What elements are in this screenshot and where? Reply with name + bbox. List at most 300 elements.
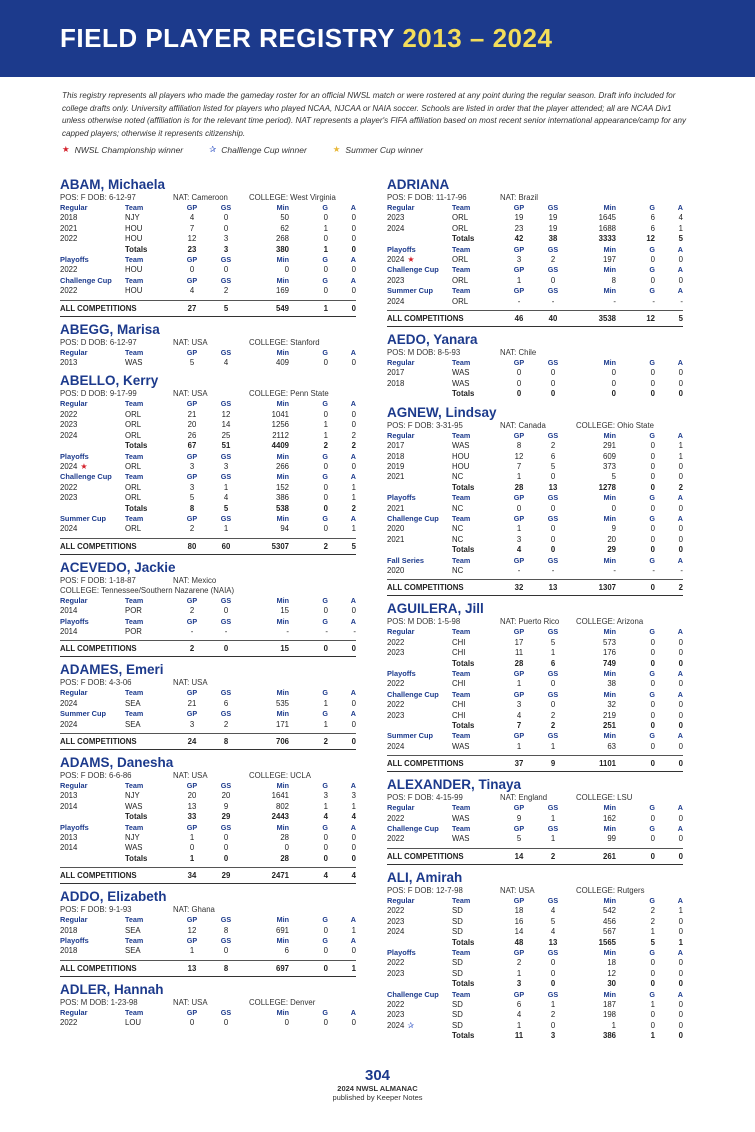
header-g: G [649,895,655,905]
blue-star-icon: ✰ [209,144,217,154]
header-min: Min [276,781,289,790]
header-g: G [322,936,328,946]
all-competitions-row [60,867,356,884]
stats-row [387,834,683,844]
cell-assists: 0 [351,1018,356,1028]
header-gs: GS [547,803,559,813]
competition-label: Regular [387,895,415,905]
cell-goals: 0 [650,534,655,544]
stats-header-row [387,690,683,700]
cell-min: 542 [602,906,616,916]
header-min: Min [603,824,616,834]
cell-assists: 0 [678,710,683,720]
stats-header-row [387,824,683,834]
header-g: G [322,1007,328,1017]
header-gp: GP [513,265,525,275]
cell-gs: 13 [548,937,558,947]
stats-header-row [387,431,683,441]
player-entry [387,177,683,327]
cell-gs: 3 [223,234,229,244]
cell-min: 5 [611,472,616,482]
season-year: 2024 [60,719,78,729]
header-min: Min [603,493,616,503]
stats-header-row [387,245,683,255]
stats-row [60,234,356,244]
cell-empty [387,234,452,244]
registry-column-left [60,177,356,1034]
all-competitions-row [387,579,683,596]
header-team: Team [125,347,144,357]
cell-min: 197 [602,255,616,265]
red-star-icon: ★ [62,144,70,154]
cell-goals: 1 [323,223,328,233]
cell-goals: 0 [650,545,655,555]
player-name: ABELLO, Kerry [60,373,159,389]
header-team: Team [452,989,471,999]
cell-empty [387,483,452,493]
cell-goals: 2 [323,541,328,551]
cell-min: 409 [275,358,289,368]
cell-gp: 80 [187,541,197,551]
header-gp: GP [513,555,525,565]
cell-team: CHI [452,637,466,647]
cell-gp: 21 [187,409,197,419]
competition-label: Regular [60,1007,88,1017]
cell-season [60,286,125,296]
header-team: Team [452,430,471,440]
competition-label: Regular [387,803,415,813]
cell-gp: 0 [516,503,522,513]
season-year: 2024 [387,223,405,233]
header-gp: GP [513,203,525,212]
stats-row [60,606,356,616]
header-g: G [649,513,655,523]
header-g: G [649,824,655,834]
stats-header-row [60,596,356,606]
season-year: 2024 [387,296,405,306]
header-min: Min [603,203,616,212]
cell-assists: 0 [678,545,683,555]
cell-assists: 0 [678,378,683,388]
header-gp: GP [186,347,198,357]
header-g: G [322,399,328,409]
cell-assists: 0 [678,648,683,658]
header-gp: GP [186,781,198,790]
cell-goals: 0 [323,358,328,368]
all-competitions-label: ALL COMPETITIONS [60,737,137,746]
cell-team: ORL [452,213,469,223]
cell-empty [387,545,452,555]
season-year: 2020 [387,565,405,575]
cell-gs: 0 [223,223,229,233]
cell-goals: 1 [323,698,328,708]
stats-row [387,255,683,265]
stats-header-row [60,936,356,946]
header-g: G [322,709,328,719]
competition-label: Challenge Cup [387,513,439,523]
season-year: 2014 [60,606,78,616]
cell-goals: 0 [323,963,328,973]
player-name: ADAMS, Danesha [60,755,174,770]
cell-goals: 2 [650,916,655,926]
cell-gp: 14 [514,927,524,937]
cell-gp: 1 [189,853,195,863]
cell-season [387,472,452,482]
header-team: Team [452,358,471,368]
cell-goals: 0 [323,833,328,843]
cell-season [60,627,125,637]
cell-assists: 4 [351,871,356,881]
cell-gp: 27 [187,303,197,313]
cell-gs: 6 [223,698,229,708]
cell-min: 538 [275,503,289,513]
header-min: Min [276,915,289,925]
legend-item-championship [62,144,183,155]
header-gp: GP [186,275,198,285]
cell-min: 0 [284,265,289,275]
player-college: COLLEGE: Stanford [249,337,320,347]
player-entry [387,870,683,1042]
player-nationality: NAT: USA [173,389,208,399]
cell-assists: 0 [678,813,683,823]
cell-gp: 4 [189,213,195,223]
cell-assists: 0 [351,946,356,956]
season-year: 2018 [387,378,405,388]
cell-season [387,566,452,576]
cell-gp: 18 [514,906,524,916]
header-gp: GP [513,286,525,296]
season-year: 2018 [60,925,78,935]
totals-row [387,389,683,399]
cell-gs: 12 [221,409,231,419]
header-a: A [350,595,356,605]
cell-gp: 20 [187,420,197,430]
cell-gp: 1 [516,472,522,482]
competition-label: Regular [60,781,88,790]
cell-gp: 2 [189,606,195,616]
totals-row [60,812,356,822]
header-min: Min [276,451,289,461]
cell-min: 162 [602,813,616,823]
header-team: Team [452,265,471,275]
header-a: A [677,555,683,565]
header-g: G [322,822,328,832]
stats-row [387,1000,683,1010]
player-college: COLLEGE: Tennessee/Southern Nazarene (NAIA) [60,585,235,595]
cell-assists: 0 [351,358,356,368]
cell-goals: 6 [650,223,655,233]
cell-goals: 0 [650,834,655,844]
cell-gp: 26 [187,430,197,440]
player-info [60,678,356,688]
stats-row [60,627,356,637]
header-gp: GP [513,513,525,523]
player-college [576,348,683,358]
header-gs: GS [220,781,232,790]
stats-row [387,814,683,824]
cell-assists: 0 [351,286,356,296]
header-g: G [649,358,655,368]
cell-min: 1041 [271,409,289,419]
cell-gp: 1 [189,946,195,956]
competition-label: Regular [387,203,415,212]
header-gp: GP [186,472,198,482]
cell-gp: 0 [516,389,522,399]
cell-team: HOU [125,286,143,296]
cell-min: 291 [602,441,616,451]
cell-assists: 0 [678,472,683,482]
cell-goals: 0 [650,461,655,471]
totals-label: Totals [125,441,148,451]
season-year: 2022 [387,906,405,916]
cell-gs: 2 [223,719,229,729]
cell-season [387,1021,452,1031]
cell-gp: 4 [516,710,522,720]
player-name: ALEXANDER, Tinaya [387,777,522,793]
season-year: 2023 [60,493,78,503]
cell-gp: 13 [187,801,197,811]
player-entry [387,332,683,400]
player-pos-dob: POS: D DOB: 9-17-99 [60,389,137,399]
header-g: G [322,275,328,285]
cell-gp: 1 [516,968,522,978]
cell-empty [387,659,452,669]
cell-gp: 13 [187,963,197,973]
cell-min: 268 [275,234,289,244]
stats-row [60,462,356,472]
cell-goals: 0 [650,482,655,492]
cell-gs: 13 [548,583,558,593]
legend-item-summer-cup [333,144,423,155]
stats-row [387,524,683,534]
header-team: Team [452,555,471,565]
stats-header-row [60,617,356,627]
cell-assists: 0 [678,461,683,471]
all-competitions-label: ALL COMPETITIONS [60,871,137,881]
season-year: 2023 [387,916,405,926]
cell-team: NC [452,503,464,513]
cell-season [387,276,452,286]
header-team: Team [452,731,471,741]
header-team: Team [125,781,144,790]
cell-gp: 3 [189,482,195,492]
header-gs: GS [547,265,559,275]
header-gp: GP [186,1007,198,1017]
totals-label: Totals [452,721,475,731]
cell-assists: 3 [351,791,356,801]
header-team: Team [452,493,471,503]
cell-goals: 4 [323,871,328,881]
cell-assists: 0 [351,213,356,223]
stats-row [387,958,683,968]
season-year: 2024 [60,430,78,440]
season-year: 2019 [387,461,405,471]
cell-goals: 0 [323,265,328,275]
player-nationality: NAT: Chile [500,348,537,358]
stats-row [60,410,356,420]
cell-gs: 8 [223,963,229,973]
cell-gs: 5 [223,303,229,313]
player-pos-dob: POS: F DOB: 3-31-95 [387,420,463,430]
header-min: Min [603,627,616,637]
cell-empty [387,938,452,948]
header-g: G [322,513,328,523]
cell-gp: 3 [516,534,522,544]
cell-gs: 0 [223,265,229,275]
header-g: G [322,451,328,461]
header-gs: GS [220,915,232,925]
stats-header-row [60,348,356,358]
cell-season [60,720,125,730]
legend-label: NWSL Championship winner [74,144,184,155]
cell-gs: - [551,565,555,575]
stats-header-row [60,276,356,286]
cell-team: NC [452,534,464,544]
cell-goals: 0 [323,606,328,616]
header-gs: GS [220,616,232,626]
cell-gs: 0 [550,1020,556,1030]
player-name: AEDO, Yanara [387,332,478,348]
competition-label: Regular [387,627,415,637]
cell-gp: 0 [189,1018,195,1028]
cell-assists: 0 [678,1020,683,1030]
season-year: 2022 [387,834,405,844]
cell-assists: 0 [678,741,683,751]
all-competitions-row [60,733,356,750]
cell-assists: 0 [351,737,356,746]
player-nationality: NAT: Cameroon [173,193,228,202]
cell-goals: 12 [646,234,655,244]
cell-goals: 0 [650,378,655,388]
cell-assists: 5 [678,314,683,324]
cell-gs: 20 [221,791,231,801]
header-gp: GP [186,915,198,925]
header-gs: GS [220,513,232,523]
header-a: A [677,286,683,296]
header-a: A [350,709,356,719]
stats-row [387,452,683,462]
cell-gp: 37 [514,759,524,769]
cell-season [387,1000,452,1010]
cell-gp: 12 [187,925,197,935]
cell-min: 1101 [599,759,616,769]
competition-label: Summer Cup [387,286,433,296]
totals-row [387,659,683,669]
page-title [60,23,552,54]
header-g: G [649,989,655,999]
cell-season [387,255,452,265]
cell-goals: 0 [650,503,655,513]
cell-gp: 2 [189,524,195,534]
header-team: Team [125,616,144,626]
cell-gp: 16 [514,916,524,926]
cell-team: NJY [125,791,140,801]
cell-gs: 0 [550,503,556,513]
cell-gs: 0 [223,833,229,843]
cell-gp: 12 [514,451,524,461]
cell-goals: 0 [650,255,655,265]
season-year: 2020 [387,524,405,534]
header-a: A [677,358,683,368]
cell-team: ORL [452,296,469,306]
cell-gp: 21 [187,698,197,708]
competition-label: Challenge Cup [60,275,112,285]
player-pos-dob: POS: F DOB: 6-12-97 [60,193,136,202]
cell-gp: 20 [187,791,197,801]
cell-min: 1641 [271,791,289,801]
stats-header-row [60,452,356,462]
player-nationality: NAT: Brazil [500,193,538,202]
header-a: A [677,947,683,957]
competition-label: Regular [387,430,415,440]
stats-row [387,224,683,234]
header-gp: GP [513,947,525,957]
stats-header-row [387,358,683,368]
totals-label: Totals [125,853,148,863]
gold-star-icon: ★ [332,144,341,154]
header-gp: GP [513,803,525,813]
season-year: 2023 [387,710,405,720]
cell-min: 38 [607,679,616,689]
cell-assists: 0 [351,853,356,863]
stats-header-row [60,688,356,698]
player-nationality: NAT: USA [173,771,208,780]
season-year: 2013 [60,358,78,368]
cell-gp: 4 [516,545,522,555]
header-gp: GP [186,709,198,719]
stats-row [60,699,356,709]
cell-team: SD [452,958,463,968]
header-gp: GP [186,513,198,523]
cell-gp: 4 [189,286,195,296]
header-a: A [677,244,683,254]
cell-min: 30 [607,979,616,989]
cell-season [387,700,452,710]
cell-season [60,946,125,956]
header-min: Min [603,430,616,440]
cell-team: POR [125,606,142,616]
cell-assists: 0 [678,1010,683,1020]
cell-min: 32 [607,700,616,710]
header-g: G [649,731,655,741]
cell-assists: 0 [678,979,683,989]
cell-gp: 12 [187,234,197,244]
cell-gs: 0 [223,853,229,863]
cell-assists: 1 [351,963,356,973]
header-g: G [322,595,328,605]
player-pos-dob: POS: F DOB: 1-18-87 [60,575,136,585]
stats-row [387,927,683,937]
cell-gs: 6 [550,658,556,668]
competition-label: Playoffs [60,451,89,461]
cell-gp: 23 [187,244,197,254]
season-year: 2023 [60,420,78,430]
stats-row [387,297,683,307]
all-competitions-row [387,848,683,865]
player-name: ADLER, Hannah [60,981,164,997]
cell-goals: 1 [323,719,328,729]
cell-gs: 0 [550,679,556,689]
header-gp: GP [186,399,198,409]
cell-min: 549 [275,303,289,313]
header-min: Min [276,616,289,626]
season-year: 2017 [387,441,405,451]
cell-gs: 1 [550,648,556,658]
stats-row [60,483,356,493]
cell-gs: 2 [550,710,556,720]
player-info [387,193,683,203]
cell-season [60,462,125,472]
